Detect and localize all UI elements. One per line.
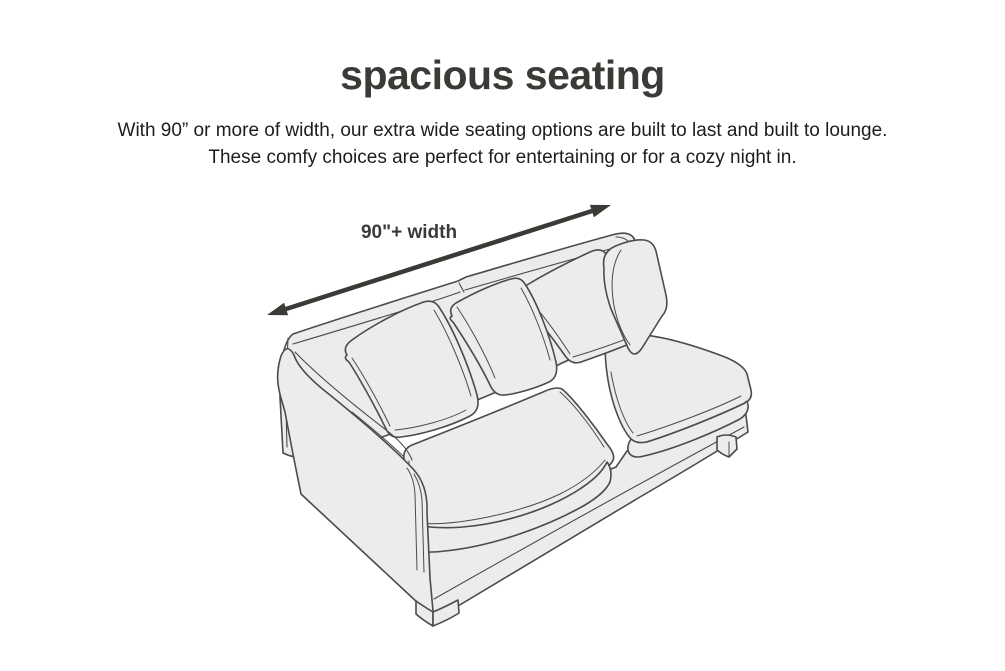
- arrowhead-right: [590, 205, 611, 217]
- description-line-2: These comfy choices are perfect for entertaining or for a cozy night in.: [208, 147, 797, 168]
- right-foot: [717, 435, 737, 457]
- arrowhead-left: [267, 303, 288, 315]
- sofa-drawing: [278, 233, 752, 626]
- page-title: spacious seating: [340, 52, 665, 98]
- width-dimension-label: 90"+ width: [360, 222, 458, 243]
- description-line-1: With 90” or more of width, our extra wide seating options are built to last and built to lounge.: [117, 120, 888, 141]
